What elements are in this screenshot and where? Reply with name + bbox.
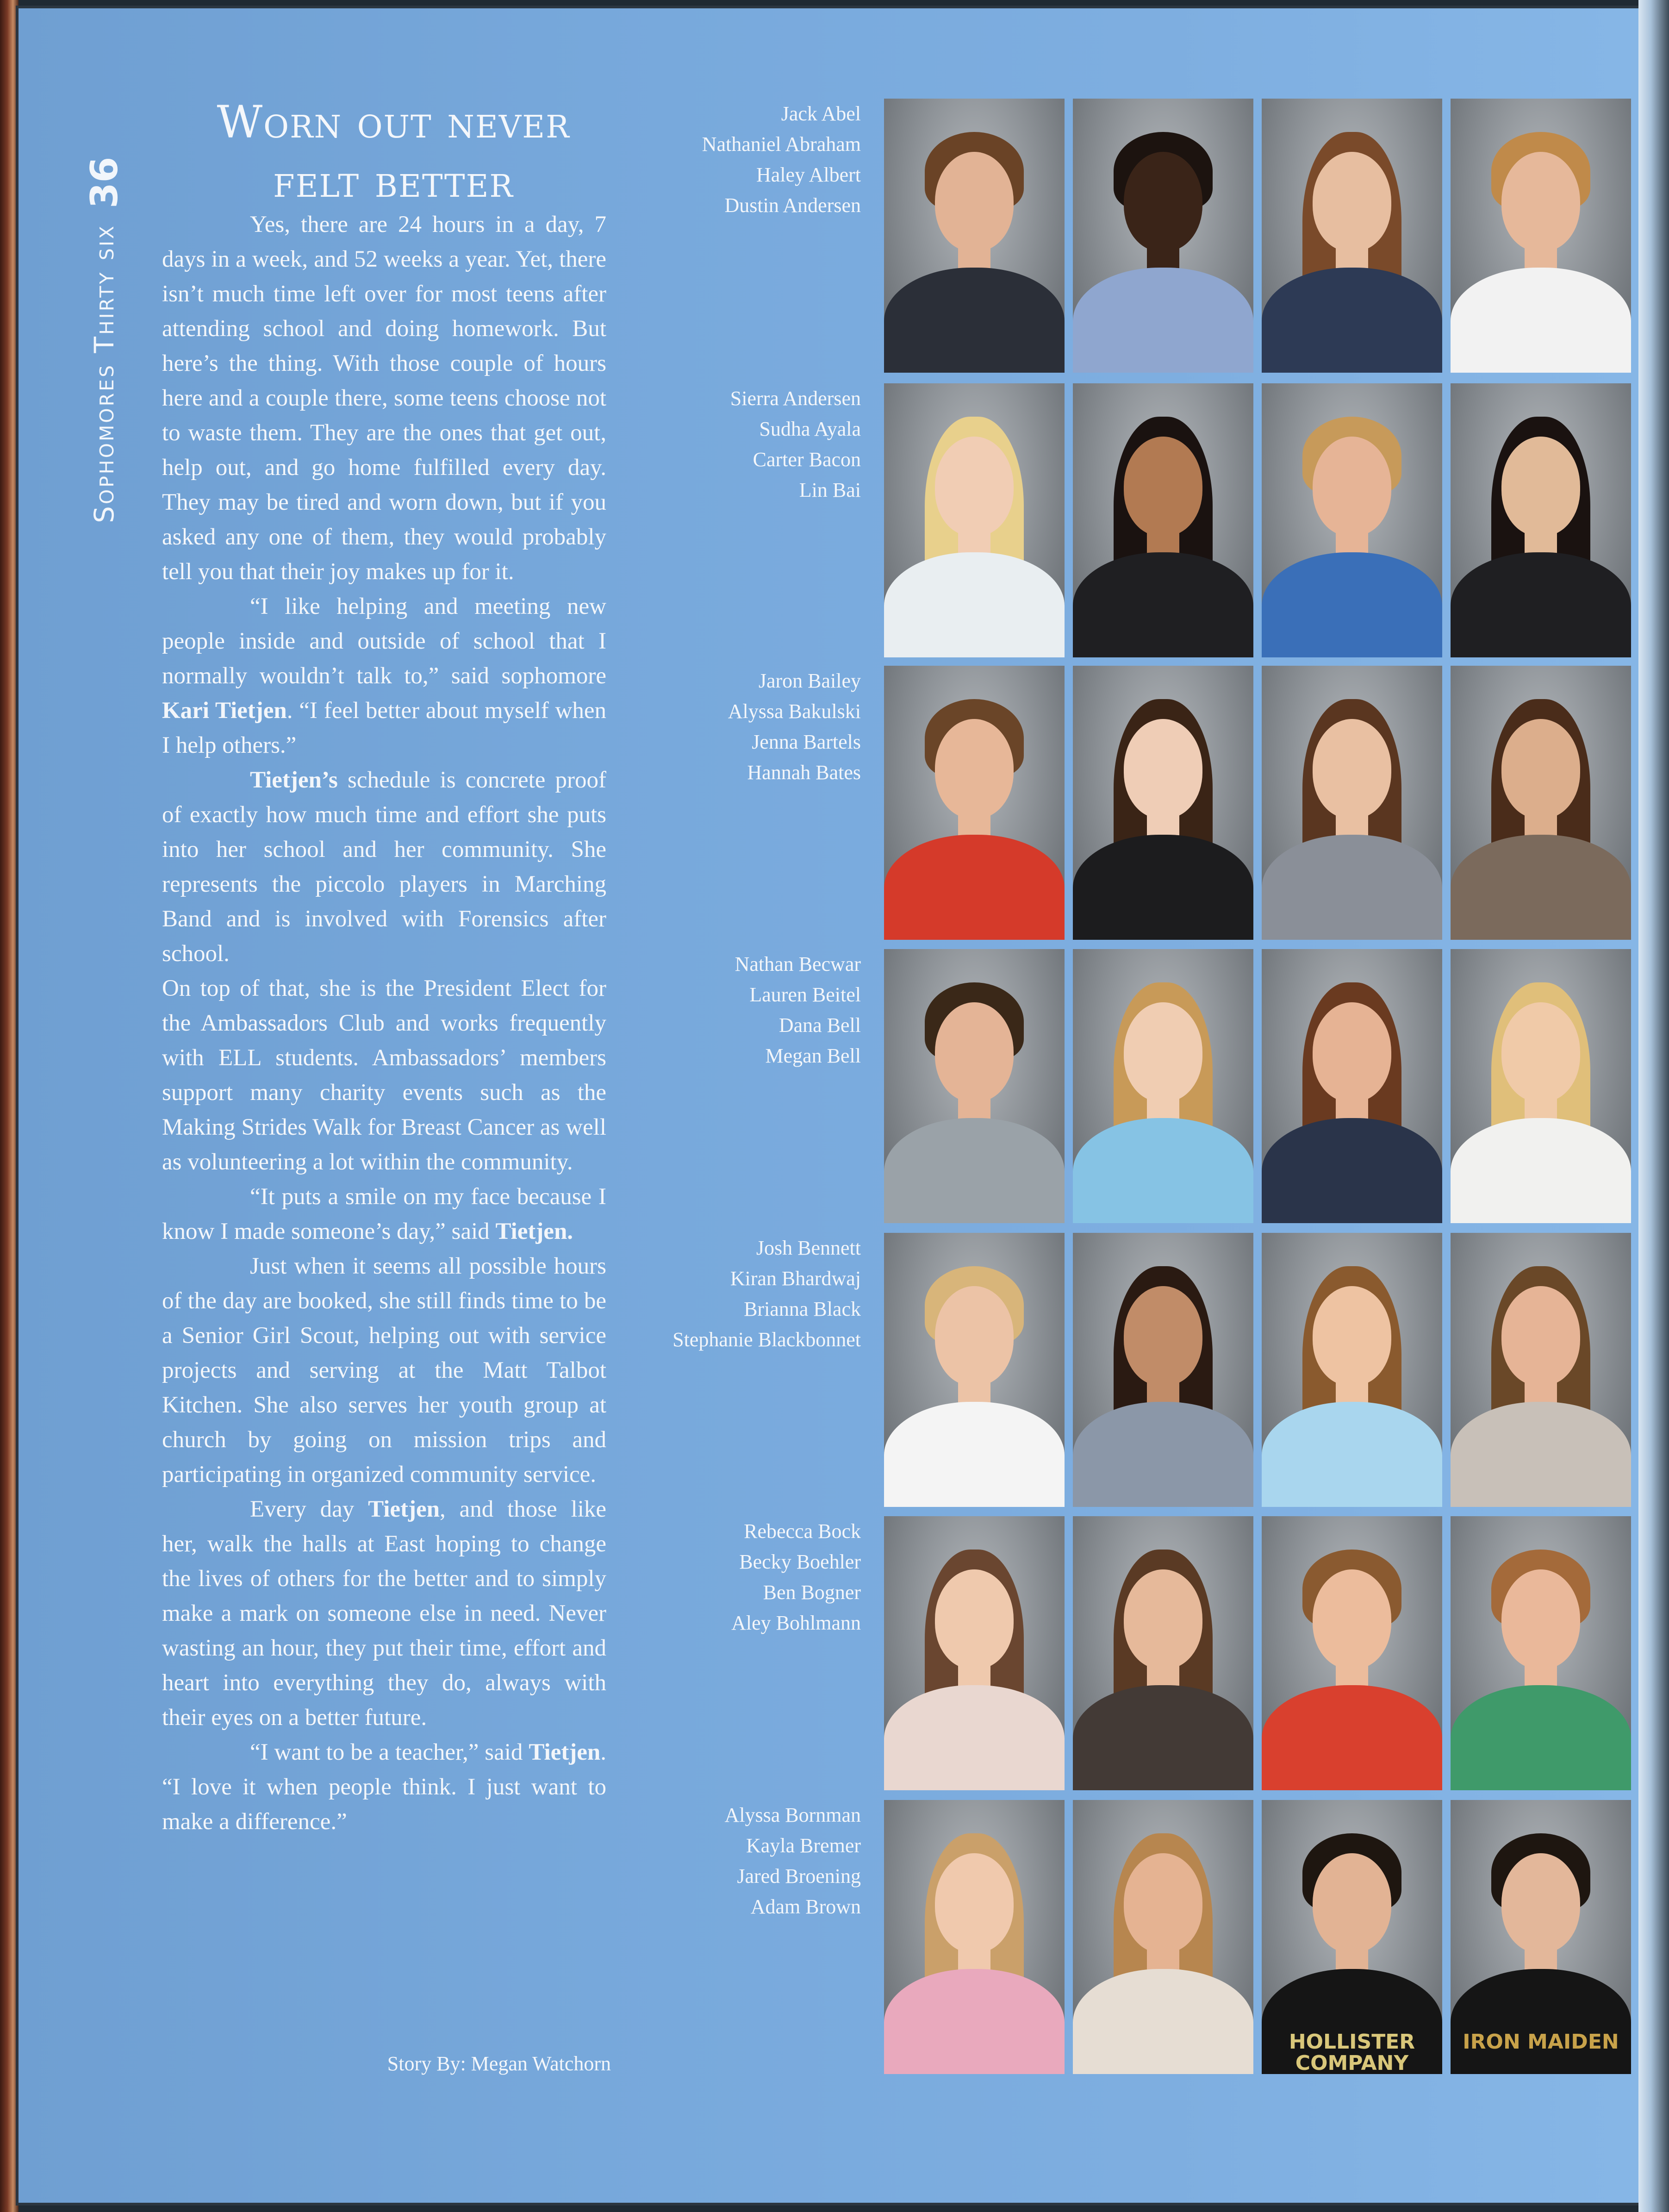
shirt-print: IRON MAIDEN [1463,2030,1619,2054]
student-portrait [1073,949,1253,1223]
name-list-row-7 [616,1800,861,1922]
student-portrait [1451,99,1631,373]
name-bold: Tietjen [529,1739,601,1765]
student-name: Sierra Andersen [730,387,861,410]
student-portrait [1451,1516,1631,1790]
student-portrait [1262,383,1442,657]
student-name: Aley Bohlmann [731,1612,861,1634]
student-name: Ben Bogner [763,1581,861,1604]
student-name: Stephanie Blackbonnet [673,1328,861,1351]
page-number: 36 [82,156,126,208]
student-name: Jenna Bartels [752,731,861,753]
story-body [162,207,606,1839]
story-paragraph: “I like helping and meeting new people inside and outside of school that I normally wouldn’t talk to,” said sophomore Kari Tietjen. “I feel better about myself when I help others.” [162,594,607,758]
story-paragraph: “I want to be a teacher,” said Tietjen. “I love it when people think. I just want to make a difference.” [162,1739,606,1835]
book-spine [0,0,19,2212]
student-name: Lauren Beitel [749,983,861,1006]
student-name: Kiran Bhardwaj [730,1267,861,1290]
story-paragraph: Just when it seems all possible hours of the day are booked, she still finds time to be a Senior Girl Scout, helping out with service projects and serving at the Matt Talbot Kitchen. She also serves her youth group at church by going on mission trips and participating in organized community service. [162,1253,606,1487]
student-portrait [1262,1516,1442,1790]
name-list-row-4 [616,949,861,1071]
student-name: Dana Bell [778,1014,861,1037]
name-list-row-1 [616,99,861,221]
student-name: Rebecca Bock [744,1520,861,1543]
student-name: Jack Abel [781,102,861,125]
student-portrait [884,666,1065,940]
student-portrait [1451,383,1631,657]
student-portrait [884,1800,1065,2074]
student-portrait [1073,666,1253,940]
student-portrait [1451,949,1631,1223]
story-paragraph: Yes, there are 24 hours in a day, 7 days in a week, and 52 weeks a year. Yet, there isn’t much time left over for most teens after attending school and doing homework. But here’s the thing. With those couple of hours here and a couple there, some teens choose not to waste them. They are the ones that get out, help out, and go home fulfilled every day. They may be tired and worn down, but if you asked any one of them, they would probably tell you that their joy makes up for it. [162,212,606,585]
student-name: Josh Bennett [756,1237,861,1259]
shirt-print: HOLLISTER COMPANY [1289,2030,1415,2074]
student-name: Alyssa Bornman [724,1804,861,1826]
student-name: Alyssa Bakulski [728,700,861,723]
folio [69,60,139,523]
student-name: Lin Bai [799,479,861,501]
student-name: Adam Brown [750,1895,861,1918]
story-paragraph: “It puts a smile on my face because I know I made someone’s day,” said Tietjen. [162,1184,606,1244]
student-portrait [884,1233,1065,1507]
student-name: Nathaniel Abraham [702,133,861,156]
student-name: Dustin Andersen [724,194,861,217]
student-portrait [1262,949,1442,1223]
student-name: Megan Bell [765,1044,861,1067]
headline [162,93,625,211]
student-name: Jaron Bailey [758,669,861,692]
student-portrait [1451,1800,1631,2074]
student-portrait [1073,1516,1253,1790]
student-portrait [1262,99,1442,373]
name-list-row-3 [616,666,861,788]
name-list-row-5 [616,1233,861,1355]
name-bold: Kari Tietjen [162,698,287,724]
student-portrait [1073,99,1253,373]
student-name: Nathan Becwar [735,953,861,975]
student-name: Hannah Bates [747,761,861,784]
student-name: Brianna Black [744,1298,861,1320]
student-name: Carter Bacon [753,448,861,471]
student-name: Becky Boehler [739,1550,861,1573]
story-paragraph: Every day Tietjen, and those like her, walk the halls at East hoping to change the lives of others for the better and to simply make a mark on someone else in need. Never wasting an hour, they put their time, effort and heart into everything they do, always with their eyes on a better future. [162,1496,606,1731]
name-bold: Tietjen’s [250,767,338,793]
student-portrait [1073,1800,1253,2074]
student-portrait [1451,1233,1631,1507]
name-list-row-6 [616,1516,861,1638]
headline-line-2: felt better [273,156,514,207]
student-portrait [884,1516,1065,1790]
student-name: Sudha Ayala [759,418,861,440]
student-portrait [1262,1233,1442,1507]
story-paragraph: Tietjen’s schedule is concrete proof of exactly how much time and effort she puts into her school and her community. She represents the piccolo players in Marching Band and is involved with Forensics after school. [162,767,606,967]
name-bold: Tietjen. [495,1218,573,1244]
student-portrait [1451,666,1631,940]
section-label: Sophomores Thirty six [88,224,120,523]
student-portrait [884,949,1065,1223]
student-portrait [1262,666,1442,940]
story-paragraph: On top of that, she is the President Elect for the Ambassadors Club and works frequently with ELL students. Ambassadors’ members support many charity events such as the Making Strides Walk for Breast Cancer as well as volunteering a lot within the community. [162,975,606,1175]
student-name: Haley Albert [756,163,861,186]
student-name: Kayla Bremer [746,1834,861,1857]
name-list-row-2 [616,383,861,506]
student-portrait [1262,1800,1442,2074]
page-edge [1638,0,1669,2212]
student-name: Jared Broening [737,1865,861,1887]
student-portrait [1073,1233,1253,1507]
headline-line-1: Worn out never [217,96,570,148]
student-portrait [884,99,1065,373]
story-byline: Story By: Megan Watchorn [387,2052,611,2075]
name-bold: Tietjen [368,1496,440,1522]
student-portrait [884,383,1065,657]
student-portrait [1073,383,1253,657]
